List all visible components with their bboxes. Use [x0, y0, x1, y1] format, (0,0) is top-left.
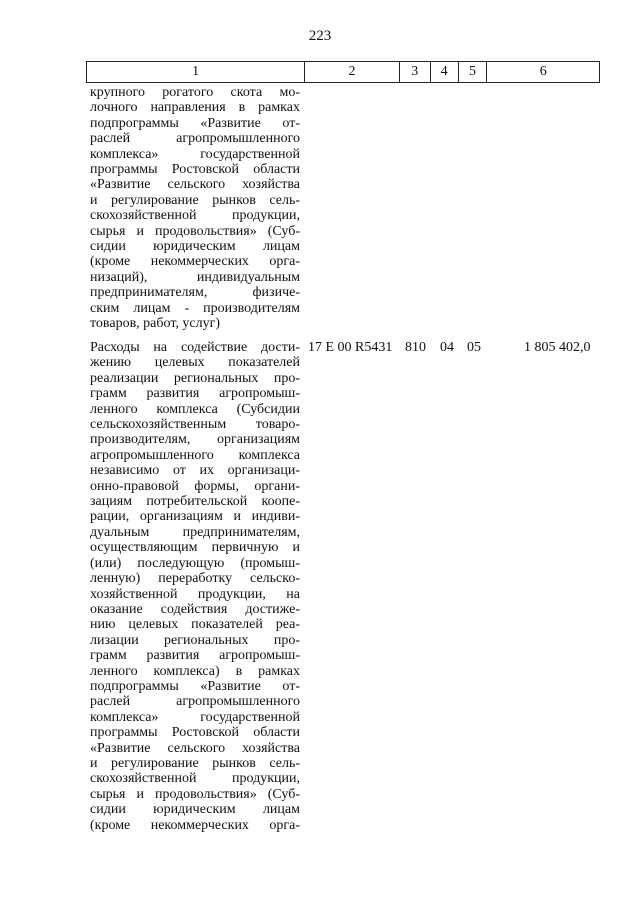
- text-line: жению целевых показателей: [90, 355, 300, 371]
- target-article-code: 17 E 00 R5431: [308, 340, 393, 355]
- text-line: программы Ростовской области: [90, 162, 300, 178]
- text-line: грамм развития агропромыш-: [90, 386, 300, 402]
- text-line: товаров, работ, услуг): [90, 316, 221, 332]
- table-header: [86, 61, 600, 83]
- text-line: агропромышленного комплекса: [90, 447, 300, 463]
- text-line: комплекса» государственной: [90, 709, 300, 725]
- text-line: онно-правовой формы, органи-: [90, 478, 300, 494]
- text-line: «Развитие сельского хозяйства: [90, 177, 300, 193]
- header-col-4: 4: [431, 62, 459, 82]
- text-line: и регулирование рынков сель-: [90, 755, 300, 771]
- text-line: реализации региональных про-: [90, 370, 300, 386]
- text-line: рации, организациям и индиви-: [90, 509, 300, 525]
- amount-value: 1 805 402,0: [524, 340, 591, 355]
- text-line: раслей агропромышленного: [90, 131, 300, 147]
- text-line: независимо от их организаци-: [90, 463, 300, 479]
- text-line: ским лицам - производителям: [90, 300, 300, 316]
- text-line: скохозяйственной продукции,: [90, 771, 300, 787]
- header-col-3: 3: [400, 62, 431, 82]
- subsection-code: 05: [467, 340, 481, 355]
- row-description: [90, 340, 300, 833]
- text-line: нию целевых показателей реа-: [90, 617, 300, 633]
- text-line: низаций), индивидуальным: [90, 269, 300, 285]
- text-line: ленного комплекса (Субсидии: [90, 401, 300, 417]
- text-line: скохозяйственной продукции,: [90, 208, 300, 224]
- page-number: 223: [308, 28, 332, 44]
- section-code: 04: [440, 340, 454, 355]
- text-line: производителям, организациям: [90, 432, 300, 448]
- header-col-2: 2: [305, 62, 400, 82]
- text-line: дуальным предпринимателям,: [90, 524, 300, 540]
- text-line: сидии юридическим лицам: [90, 802, 300, 818]
- text-line: крупного рогатого скота мо-: [90, 85, 300, 100]
- text-line: осуществляющим первичную и: [90, 540, 300, 556]
- text-line: раслей агропромышленного: [90, 694, 300, 710]
- text-line: сырья и продовольствия» (Суб-: [90, 223, 300, 239]
- continuation-description: [90, 85, 300, 332]
- text-line: лочного направления в рамках: [90, 100, 300, 116]
- text-line: лизации региональных про-: [90, 632, 300, 648]
- text-line: ленного комплекса) в рамках: [90, 663, 300, 679]
- text-line: хозяйственной продукции, на: [90, 586, 300, 602]
- text-line: Расходы на содействие дости-: [90, 340, 300, 355]
- header-col-6: 6: [539, 64, 547, 79]
- text-line: сельскохозяйственным товаро-: [90, 417, 300, 433]
- text-line: (кроме некоммерческих орга-: [90, 817, 300, 833]
- text-line: (или) последующую (промыш-: [90, 555, 300, 571]
- header-col-5: 5: [459, 62, 488, 82]
- text-line: «Развитие сельского хозяйства: [90, 740, 300, 756]
- text-line: программы Ростовской области: [90, 725, 300, 741]
- text-line: (кроме некоммерческих орга-: [90, 254, 300, 270]
- text-line: и регулирование рынков сель-: [90, 192, 300, 208]
- text-line: зациям потребительской коопе-: [90, 494, 300, 510]
- text-line: сырья и продовольствия» (Суб-: [90, 786, 300, 802]
- text-line: ленную) переработку сельско-: [90, 571, 300, 587]
- text-line: подпрограммы «Развитие от-: [90, 678, 300, 694]
- expense-type-code: 810: [405, 340, 426, 355]
- text-line: сидии юридическим лицам: [90, 239, 300, 255]
- text-line: оказание содействия достиже-: [90, 601, 300, 617]
- header-col-1: 1: [87, 62, 305, 82]
- text-line: предпринимателям, физиче-: [90, 285, 300, 301]
- text-line: грамм развития агропромыш-: [90, 648, 300, 664]
- text-line: комплекса» государственной: [90, 146, 300, 162]
- text-line: подпрограммы «Развитие от-: [90, 115, 300, 131]
